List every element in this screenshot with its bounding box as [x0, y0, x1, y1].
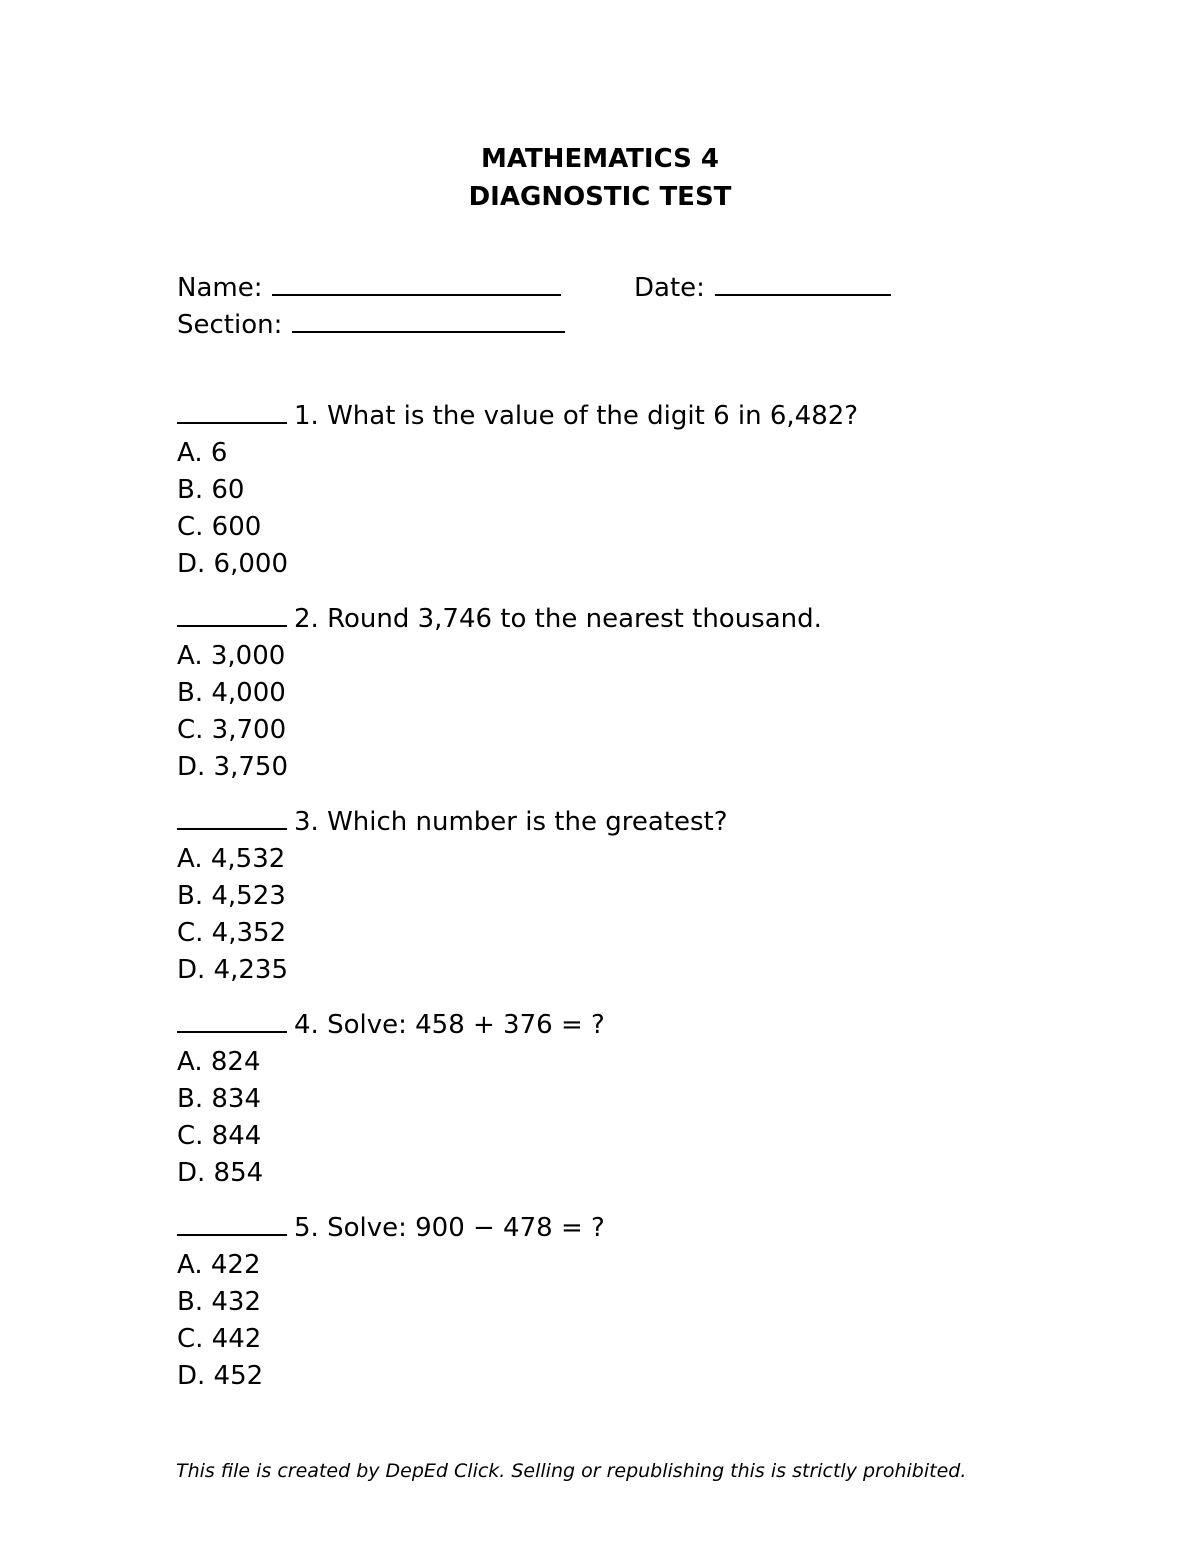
date-label: Date:	[634, 273, 705, 303]
option-a: A. 3,000	[177, 641, 286, 671]
date-group	[634, 268, 891, 307]
answer-blank-3[interactable]	[177, 804, 287, 830]
name-date-row	[177, 268, 1077, 307]
option-d: D. 854	[177, 1158, 264, 1188]
answer-blank-2[interactable]	[177, 601, 287, 627]
answer-blank-4[interactable]	[177, 1007, 287, 1033]
option-c: C. 600	[177, 512, 262, 542]
option-d: D. 3,750	[177, 752, 288, 782]
option-c: C. 3,700	[177, 715, 287, 745]
option-c: C. 442	[177, 1324, 262, 1354]
option-d: D. 452	[177, 1361, 264, 1391]
option-b: B. 60	[177, 475, 245, 505]
option-a: A. 6	[177, 438, 228, 468]
option-b: B. 4,523	[177, 881, 286, 911]
option-a: A. 824	[177, 1047, 261, 1077]
option-b: B. 834	[177, 1084, 261, 1114]
option-b: B. 432	[177, 1287, 261, 1317]
subject-title: MATHEMATICS 4	[480, 144, 720, 174]
option-c: C. 844	[177, 1121, 262, 1151]
question-1	[177, 398, 1077, 583]
question-2	[177, 601, 1077, 786]
title-block	[0, 140, 1200, 216]
question-text: 5. Solve: 900 − 478 = ?	[294, 1213, 605, 1243]
section-label: Section:	[177, 310, 283, 340]
question-4	[177, 1007, 1077, 1192]
footer-notice: This file is created by DepEd Click. Selling or republishing this is strictly prohibited.	[176, 1460, 967, 1482]
option-a: A. 4,532	[177, 844, 286, 874]
option-c: C. 4,352	[177, 918, 287, 948]
section-blank[interactable]	[292, 305, 565, 333]
answer-blank-5[interactable]	[177, 1210, 287, 1236]
test-title: DIAGNOSTIC TEST	[468, 182, 732, 212]
question-3	[177, 804, 1077, 989]
date-blank[interactable]	[715, 268, 891, 296]
option-d: D. 6,000	[177, 549, 288, 579]
name-label: Name:	[177, 273, 263, 303]
question-5	[177, 1210, 1077, 1395]
question-text: 4. Solve: 458 + 376 = ?	[294, 1010, 605, 1040]
question-text: 3. Which number is the greatest?	[294, 807, 728, 837]
option-a: A. 422	[177, 1250, 261, 1280]
section-row	[177, 305, 565, 344]
option-b: B. 4,000	[177, 678, 286, 708]
answer-blank-1[interactable]	[177, 398, 287, 424]
question-list	[177, 398, 1077, 1413]
question-text: 2. Round 3,746 to the nearest thousand.	[294, 604, 822, 634]
name-blank[interactable]	[272, 268, 561, 296]
option-d: D. 4,235	[177, 955, 288, 985]
question-text: 1. What is the value of the digit 6 in 6,482?	[294, 401, 859, 431]
